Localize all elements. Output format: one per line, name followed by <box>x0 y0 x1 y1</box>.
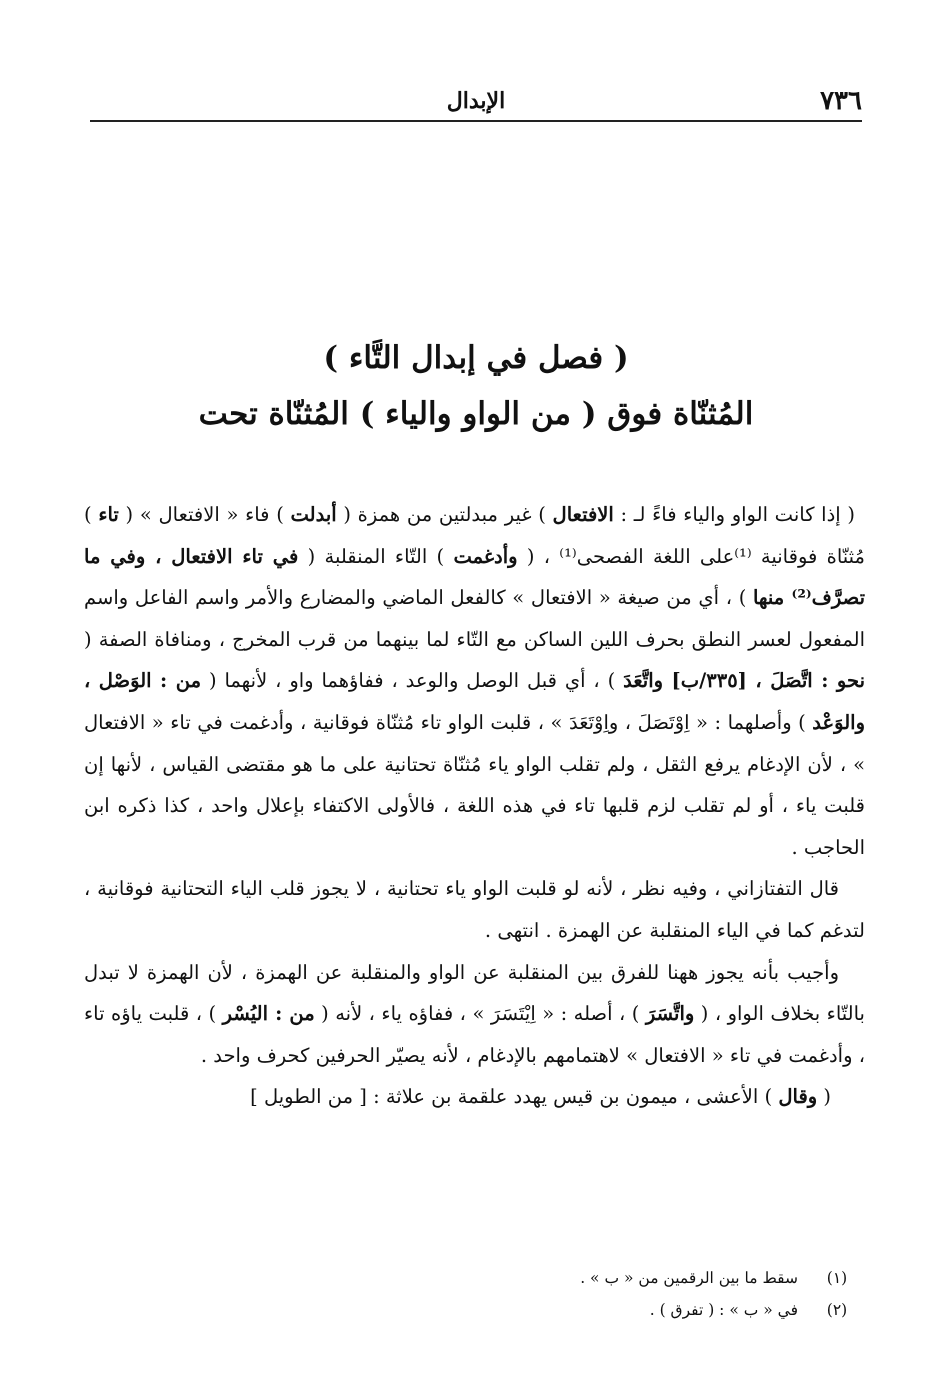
section-heading-line-2: المُثنّاة فوق ( من الواو والياء ) المُثنّاة تحت <box>198 396 754 432</box>
keyword: نحو : اتَّصَلَ ، [٣٣٥/ب] واتَّعَدَ <box>623 669 865 693</box>
footnote-number: (٢) <box>826 1301 848 1319</box>
keyword: من : الوَصْل ، والوَعْد <box>84 669 865 734</box>
text-run: ) ، أصله : « اِيْتَسَرَ » ، ففاؤه ياء ، لأنه ( <box>314 1002 646 1026</box>
text-run: ) ، أي قبل الوصل والوعد ، ففاؤهما واو ، لأنهما ( <box>201 669 624 693</box>
keyword: من : اليُسْر <box>222 1002 315 1026</box>
footnote-text: سقط ما بين الرقمين من « ب » . <box>580 1269 798 1287</box>
keyword: في تاء الافتعال ، وفي ما تصرَّف⁽²⁾ منها <box>84 544 865 610</box>
keyword: تاء <box>98 503 119 526</box>
running-header <box>90 84 862 122</box>
text-run: ) وأصلهما : « اِوْتَصَلَ ، واِوْتَعَدَ » ، قلبت الواو تاء مُثنّاة فوقانية ، وأدغمت في تاء « الافتعال » ، لأن الإدغام يرفع الثقل ، ولم تقلب الواو ياء مُثنّاة تحتانية على ما هو مقتضى القياس ، لأنها إن قلبت ياء ، أو لم تقلب لزم قلبها تاء في هذه اللغة ، فالأولى الاكتفاء بإعلال واحد ، كذا ذكره ابن الحاجب . <box>84 710 865 859</box>
text-run: ) مُثنّاة فوقانية ⁽¹⁾على اللغة الفصحى⁽¹⁾ ، ( <box>84 503 865 568</box>
footnote <box>90 1294 862 1326</box>
chapter-title: الإبدال <box>446 88 506 114</box>
paragraph <box>84 494 865 868</box>
text-run: ( إذا كانت الواو والياء فاءً لـ : <box>613 503 855 526</box>
text-run: ) فاء « الافتعال » ( <box>118 503 291 526</box>
keyword: وأدغمت <box>453 544 518 568</box>
paragraph <box>84 952 865 1077</box>
section-heading <box>90 330 862 442</box>
paragraph: قال التفتازاني ، وفيه نظر ، لأنه لو قلبت الواو ياء تحتانية ، لا يجوز قلب الياء التحتانية فوقانية ، لتدغم كما في الياء المنقلبة عن الهمزة . انتهى . <box>84 877 865 942</box>
keyword: وقال <box>778 1085 818 1109</box>
verse-intro <box>84 1076 865 1118</box>
footnote <box>90 1262 862 1294</box>
body-text <box>84 494 865 1118</box>
text-run: ) الأعشى ، ميمون بن قيس يهدد علقمة بن علاثة : [ من الطويل ] <box>250 1085 779 1109</box>
text-run: ) ، قلبت ياؤه تاء ، وأدغمت في تاء « الافتعال » لاهتمامهم بالإدغام ، لأنه يصيّر الحرفين كحرف واحد . <box>84 1002 865 1067</box>
page-number: ٧٣٦ <box>820 86 862 116</box>
footnotes <box>90 1262 862 1326</box>
keyword: الافتعال <box>552 503 614 526</box>
text-run: ( <box>817 1085 831 1109</box>
keyword: واتَّسَرَ <box>645 1002 695 1026</box>
text-run: ) غير مبدلتين من همزة ( <box>336 503 553 526</box>
text-run: ) التّاء المنقلبة ( <box>298 544 454 568</box>
keyword: أبدلت <box>290 503 337 526</box>
section-heading-line-1: ( فصل في إبدال التَّاء ) <box>323 340 629 376</box>
text-run: ) ، أي من صيغة « الافتعال » كالفعل الماضي والمضارع والأمر واسم الفاعل واسم المفعول لعسر النطق بحرف اللين الساكن مع التّاء لما بينهما من قرب المخرج ، ومنافاة الصفة ( <box>84 586 865 651</box>
text-run: وأجيب بأنه يجوز ههنا للفرق بين المنقلبة عن الواو والمنقلبة عن الهمزة ، لأن الهمزة لا تبدل بالتّاء بخلاف الواو ، ( <box>84 960 865 1026</box>
footnote-number: (١) <box>826 1269 848 1287</box>
footnote-text: في « ب » : ( تفرق ) . <box>649 1301 798 1319</box>
